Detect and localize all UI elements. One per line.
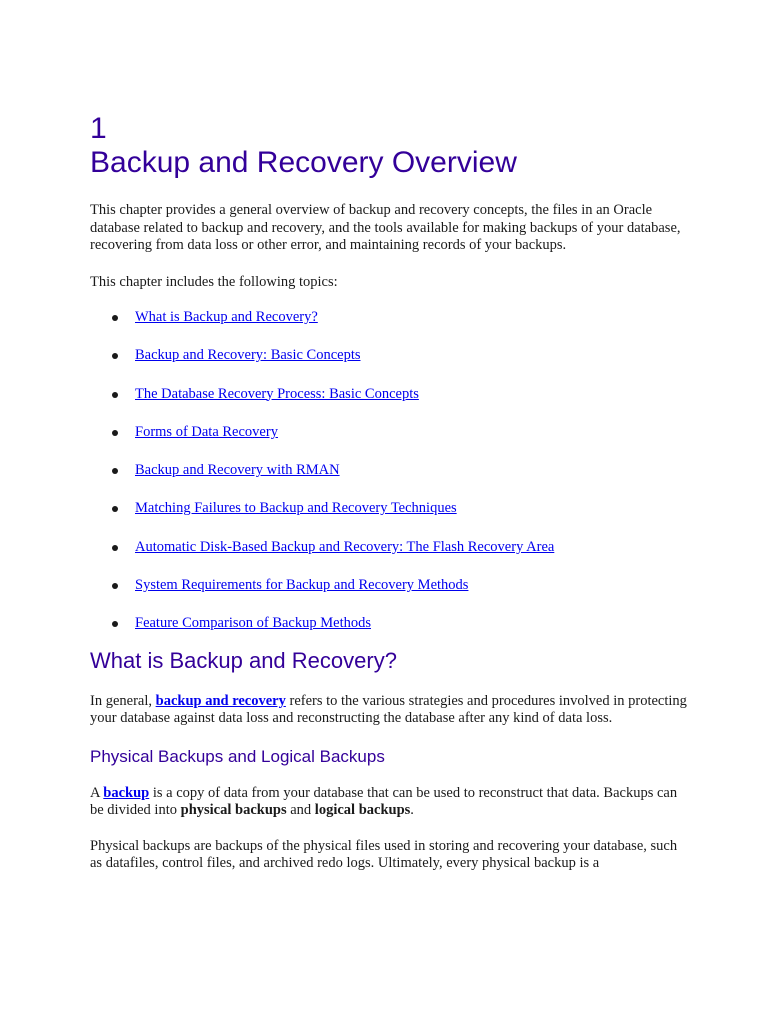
list-item (90, 539, 690, 577)
topic-link[interactable]: What is Backup and Recovery? (135, 309, 318, 325)
text-span: and (286, 802, 315, 819)
bullet-icon (112, 621, 118, 627)
text-span: refers to the various strategies and procedures involved in protecting your database against data loss and reconstructing the database after any kind of data loss. (90, 692, 687, 727)
topic-link[interactable]: Forms of Data Recovery (135, 423, 278, 440)
text-span: In general, (90, 692, 156, 709)
bullet-icon (112, 392, 118, 398)
topic-link[interactable]: The Database Recovery Process: Basic Concepts (135, 385, 419, 402)
chapter-number: 1 (90, 112, 107, 145)
text-span: is a copy of data from your database that can be used to reconstruct that data. Backups can be divided into (90, 784, 678, 819)
text-span: A (90, 784, 104, 801)
topic-link[interactable]: Backup and Recovery with RMAN (135, 462, 340, 479)
bullet-icon (112, 353, 118, 359)
document-page (90, 112, 690, 873)
subsection-heading: Physical Backups and Logical Backups (90, 746, 385, 766)
list-item (90, 386, 690, 424)
bold-term: logical backups (314, 802, 411, 819)
section-paragraph (90, 693, 690, 728)
list-item (90, 615, 690, 653)
chapter-title: Backup and Recovery Overview (90, 146, 517, 179)
list-item (90, 347, 690, 385)
topic-link[interactable]: Matching Failures to Backup and Recovery Techniques (135, 500, 457, 517)
intro-paragraph: This chapter provides a general overview of backup and recovery concepts, the files in an Oracle database related to backup and recovery, and the tools available for making backups of your database, recovering from data loss or other error, and maintaining records of your backups. (90, 202, 681, 253)
list-item (90, 577, 690, 615)
topics-lead: This chapter includes the following topics: (90, 273, 338, 290)
topics-list (90, 309, 690, 654)
topic-link[interactable]: Feature Comparison of Backup Methods (135, 615, 371, 632)
bullet-icon (112, 583, 118, 589)
topic-link[interactable]: Backup and Recovery: Basic Concepts (135, 347, 361, 364)
list-item (90, 500, 690, 538)
section-heading: What is Backup and Recovery? (90, 647, 397, 673)
bullet-icon (112, 315, 118, 321)
bullet-icon (112, 468, 118, 474)
bold-term: physical backups (180, 802, 287, 819)
glossary-link-backup-and-recovery[interactable]: backup and recovery (155, 692, 286, 709)
list-item (90, 462, 690, 500)
subsection-paragraph-2: Physical backups are backups of the physical files used in storing and recovering your database, such as datafiles, control files, and archived redo logs. Ultimately, every physical backup is a (90, 837, 678, 872)
text-span: . (410, 802, 414, 819)
bullet-icon (112, 545, 118, 551)
bullet-icon (112, 430, 118, 436)
glossary-link-backup[interactable]: backup (103, 784, 150, 801)
bullet-icon (112, 506, 118, 512)
list-item (90, 309, 690, 347)
subsection-paragraph-1 (90, 785, 690, 820)
list-item (90, 424, 690, 462)
topic-link[interactable]: System Requirements for Backup and Recovery Methods (135, 577, 469, 594)
topic-link[interactable]: Automatic Disk-Based Backup and Recovery: The Flash Recovery Area (135, 538, 555, 555)
